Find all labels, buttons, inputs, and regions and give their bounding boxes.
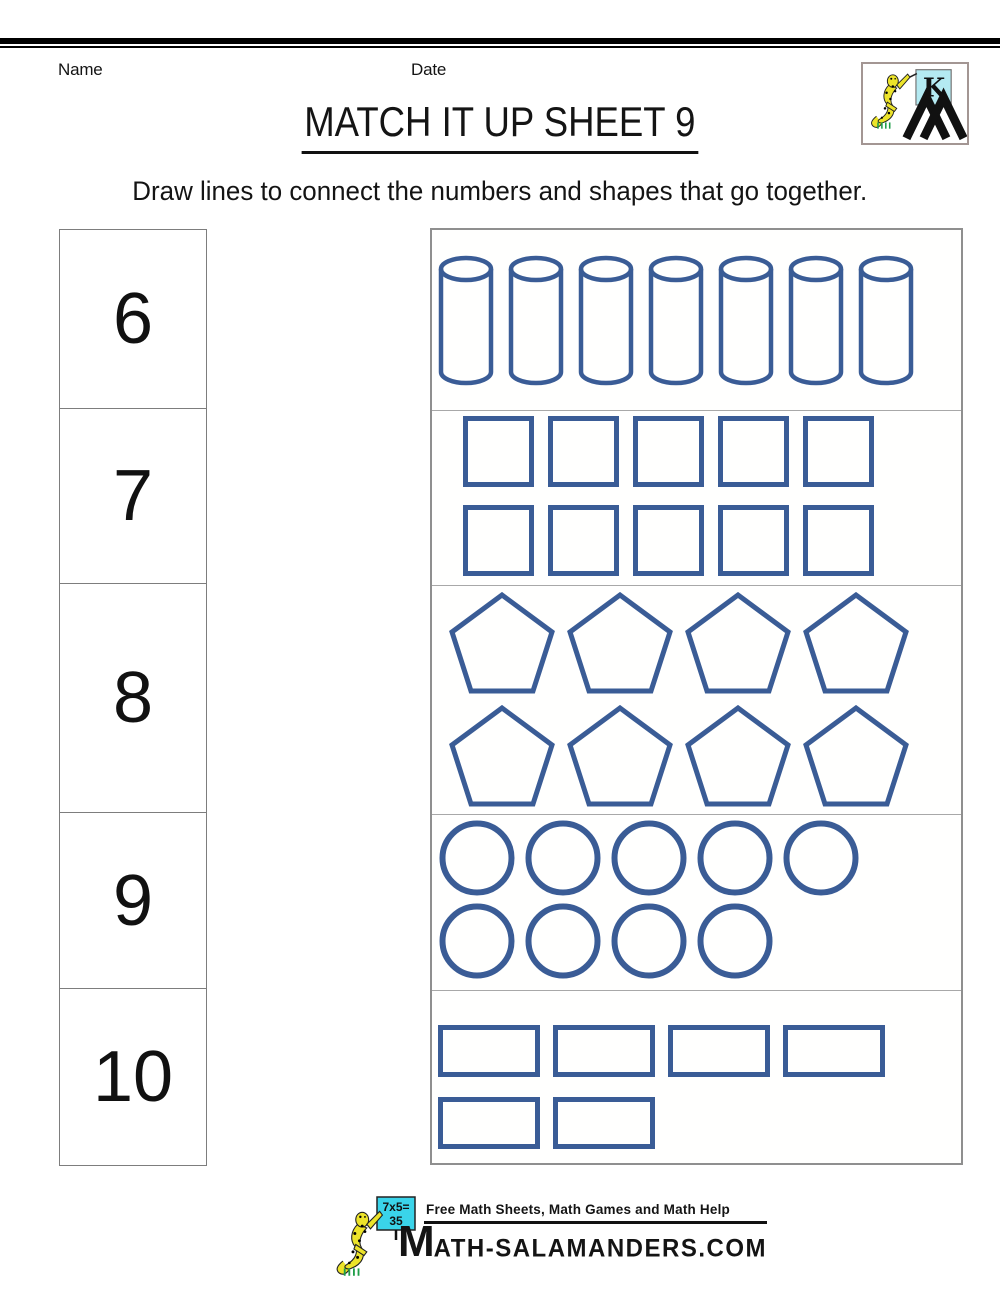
rectangle-shape: [553, 1097, 655, 1149]
page-title: MATCH IT UP SHEET 9: [302, 98, 698, 154]
square-shape: [463, 416, 534, 487]
rectangle-shape: [438, 1025, 540, 1077]
board-answer: 35: [389, 1214, 403, 1228]
circle-shape: [439, 903, 515, 979]
shape-group-circle: [432, 814, 961, 990]
number-cell: [59, 229, 207, 409]
circle-shape: [611, 820, 687, 896]
number-label: 7: [112, 456, 154, 536]
instruction-text: Draw lines to connect the numbers and shapes that go together.: [132, 176, 868, 206]
square-shape: [463, 505, 534, 576]
number-label: 6: [112, 279, 154, 359]
pentagon-shape: [685, 705, 791, 807]
pentagon-shape: [449, 592, 555, 694]
square-shape: [633, 505, 704, 576]
square-shape: [718, 505, 789, 576]
shape-group-cylinder: [432, 230, 961, 410]
grade-letter: K: [922, 73, 946, 104]
number-cell: [59, 409, 207, 584]
salamander-icon: [337, 1211, 382, 1275]
cylinder-shape: [508, 254, 564, 387]
cylinder-shape: [858, 254, 914, 387]
pentagon-shape: [567, 705, 673, 807]
number-label: 10: [92, 1037, 174, 1117]
pentagon-shape: [449, 705, 555, 807]
cylinder-shape: [648, 254, 704, 387]
date-label: Date: [411, 60, 447, 79]
shape-group-pentagon: [432, 585, 961, 814]
cylinder-shape: [578, 254, 634, 387]
footer-site-name: [398, 1217, 768, 1266]
shapes-panel: [430, 228, 963, 1165]
square-shape: [633, 416, 704, 487]
rectangle-shape: [668, 1025, 770, 1077]
numbers-column: [59, 229, 207, 1166]
rectangle-shape: [438, 1097, 540, 1149]
number-label: 9: [112, 860, 154, 941]
footer: [330, 1196, 767, 1282]
number-cell: [59, 989, 207, 1166]
cylinder-shape: [788, 254, 844, 387]
pentagon-shape: [803, 705, 909, 807]
circle-shape: [525, 903, 601, 979]
shape-group-rectangle: [432, 990, 961, 1167]
cylinder-shape: [718, 254, 774, 387]
name-label: Name: [58, 60, 103, 79]
circle-shape: [525, 820, 601, 896]
circle-shape: [697, 903, 773, 979]
top-rule-thin: [0, 46, 1000, 48]
pentagon-shape: [567, 592, 673, 694]
square-shape: [803, 416, 874, 487]
rectangle-shape: [783, 1025, 885, 1077]
board-equation: 7x5=: [382, 1200, 410, 1214]
square-shape: [548, 505, 619, 576]
footer-tagline: Free Math Sheets, Math Games and Math Help: [426, 1202, 730, 1217]
number-cell: [59, 813, 207, 989]
site-rest: ATH-SALAMANDERS.COM: [433, 1234, 768, 1263]
pentagon-shape: [803, 592, 909, 694]
rectangle-shape: [553, 1025, 655, 1077]
square-shape: [803, 505, 874, 576]
site-initial: M: [398, 1217, 434, 1266]
shape-group-square: [432, 410, 961, 585]
square-shape: [548, 416, 619, 487]
circle-shape: [697, 820, 773, 896]
square-shape: [718, 416, 789, 487]
circle-shape: [783, 820, 859, 896]
top-rule-thick: [0, 38, 1000, 44]
circle-shape: [611, 903, 687, 979]
number-cell: [59, 584, 207, 813]
cylinder-shape: [438, 254, 494, 387]
pentagon-shape: [685, 592, 791, 694]
number-label: 8: [112, 658, 154, 738]
circle-shape: [439, 820, 515, 896]
